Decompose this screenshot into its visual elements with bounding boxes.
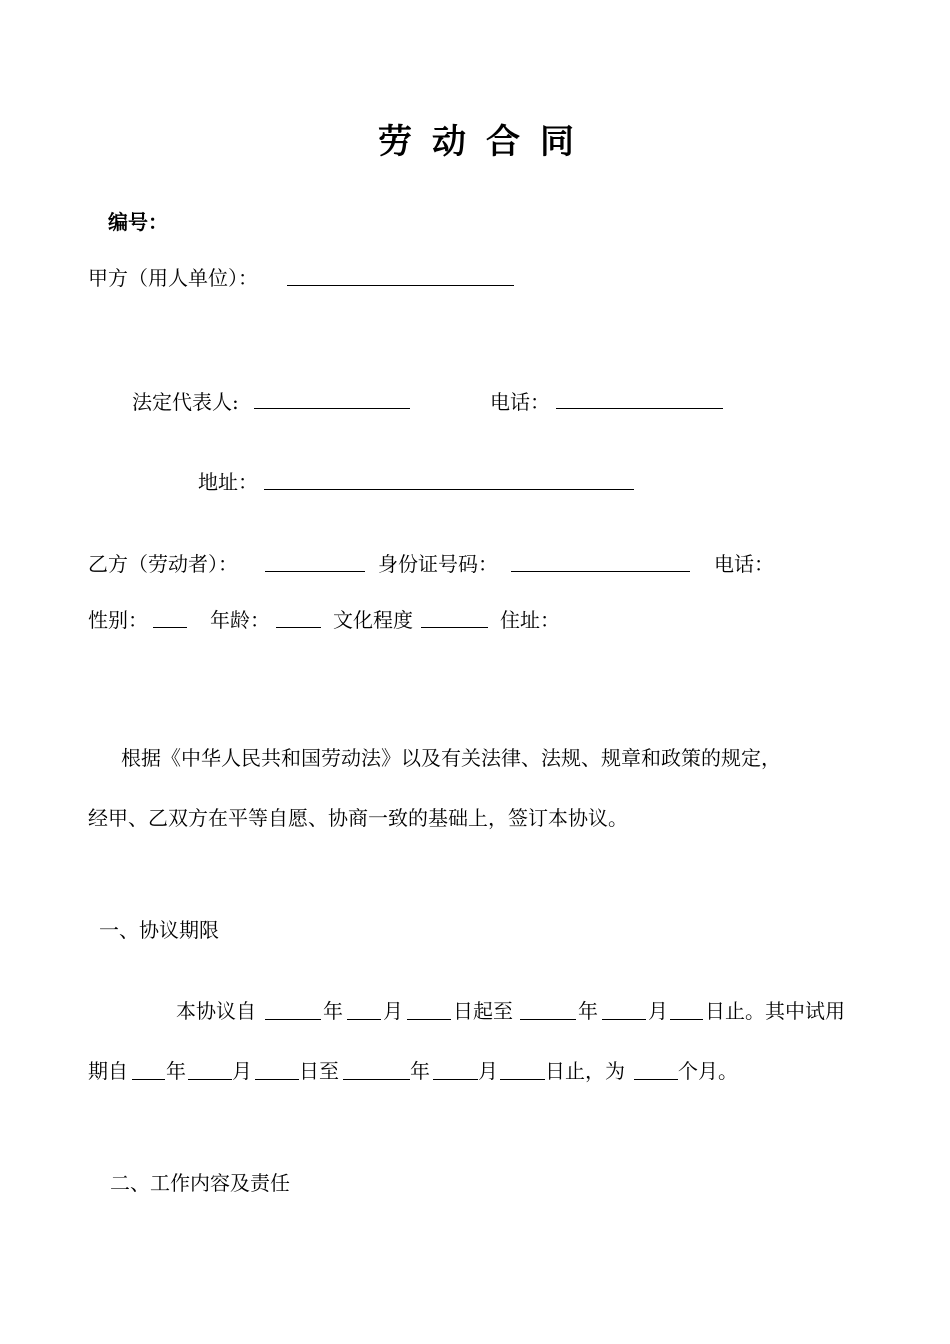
probation-text: 期自 (88, 1059, 128, 1083)
probation-text: 月 (232, 1059, 252, 1083)
party-a-address-blank[interactable] (264, 489, 634, 490)
probation-text: 年 (410, 1059, 430, 1083)
party-b-label: 乙方（劳动者）： (88, 552, 238, 576)
start-month-blank[interactable] (347, 1019, 381, 1020)
residence-label: 住址： (500, 608, 560, 632)
party-b-phone-label: 电话： (714, 552, 774, 576)
probation-text: 个月。 (678, 1059, 738, 1083)
document-title: 劳动合同 (378, 122, 594, 162)
term-text: 日起至 (453, 999, 513, 1023)
term-text: 日止。其中试用 (705, 999, 845, 1023)
probation-end-year-blank[interactable] (343, 1079, 410, 1080)
probation-text: 年 (166, 1059, 186, 1083)
preamble-line-2: 经甲、乙双方在平等自愿、协商一致的基础上，签订本协议。 (88, 806, 628, 830)
section-2-heading: 二、工作内容及责任 (110, 1171, 290, 1195)
probation-start-day-blank[interactable] (255, 1079, 299, 1080)
party-a-name-blank[interactable] (287, 285, 514, 286)
probation-months-blank[interactable] (634, 1079, 678, 1080)
probation-end-month-blank[interactable] (433, 1079, 478, 1080)
preamble-line-1: 根据《中华人民共和国劳动法》以及有关法律、法规、规章和政策的规定， (121, 746, 781, 770)
age-label: 年龄： (210, 608, 270, 632)
party-a-phone-label: 电话： (490, 390, 550, 414)
term-text: 本协议自 (176, 999, 256, 1023)
term-text: 年 (323, 999, 343, 1023)
start-day-blank[interactable] (407, 1019, 451, 1020)
probation-start-month-blank[interactable] (188, 1079, 232, 1080)
probation-text: 日止，为 (545, 1059, 625, 1083)
gender-blank[interactable] (153, 627, 187, 628)
end-month-blank[interactable] (602, 1019, 646, 1020)
term-text: 年 (578, 999, 598, 1023)
probation-text: 月 (478, 1059, 498, 1083)
start-year-blank[interactable] (265, 1019, 321, 1020)
probation-end-day-blank[interactable] (500, 1079, 545, 1080)
legal-rep-blank[interactable] (254, 408, 410, 409)
gender-label: 性别： (88, 608, 148, 632)
legal-rep-label: 法定代表人: (132, 390, 239, 414)
party-b-name-blank[interactable] (265, 571, 365, 572)
education-label: 文化程度 (333, 608, 413, 632)
party-a-address-label: 地址： (198, 470, 258, 494)
age-blank[interactable] (276, 627, 321, 628)
education-blank[interactable] (421, 627, 488, 628)
id-number-label: 身份证号码： (378, 552, 498, 576)
contract-number-label: 编号： (108, 210, 168, 234)
id-number-blank[interactable] (511, 571, 690, 572)
end-day-blank[interactable] (670, 1019, 703, 1020)
party-a-phone-blank[interactable] (556, 408, 723, 409)
probation-text: 日至 (299, 1059, 339, 1083)
probation-start-year-blank[interactable] (132, 1079, 165, 1080)
term-text: 月 (648, 999, 668, 1023)
term-text: 月 (383, 999, 403, 1023)
section-1-heading: 一、协议期限 (99, 918, 219, 942)
end-year-blank[interactable] (520, 1019, 576, 1020)
party-a-label: 甲方（用人单位）： (88, 266, 258, 290)
